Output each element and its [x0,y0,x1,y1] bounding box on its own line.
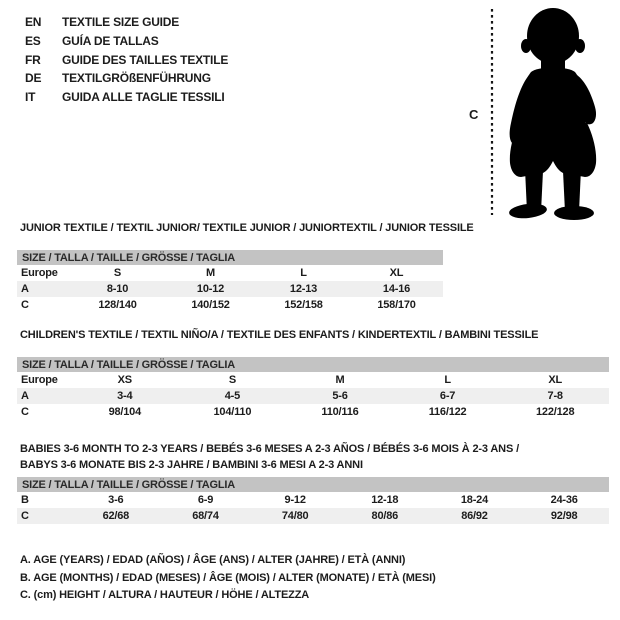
size-cell: 74/80 [250,508,340,524]
size-cell: 158/170 [377,299,416,311]
size-cell: 18-24 [460,494,489,506]
row-label: C [17,508,71,524]
size-cell: 7-8 [501,388,609,404]
size-cell: 3-6 [108,494,124,506]
size-cell: 3-4 [71,388,179,404]
table-row [17,492,609,508]
language-row-de [25,69,228,88]
language-label: TEXTILE SIZE GUIDE [62,15,180,30]
size-cell: 110/116 [321,406,359,418]
babies-title-line1: BABIES 3-6 MONTH TO 2-3 YEARS / BEBÉS 3-6 MESES A 2-3 AÑOS / BÉBÉS 3-6 MOIS À 2-3 ANS / [20,443,519,455]
size-cell: L [444,374,451,386]
size-cell: L [300,267,307,279]
size-cell: 86/92 [430,508,520,524]
table-row [17,297,443,313]
size-cell: 12-18 [371,494,399,506]
size-header-label: SIZE / TALLA / TAILLE / GRÖSSE / TAGLIA [17,250,443,265]
language-label: GUIDE DES TAILLES TEXTILE [62,52,229,67]
language-label: TEXTILGRÖßENFÜHRUNG [62,71,211,86]
language-code: FR [25,52,41,67]
size-header-row [17,357,609,372]
language-row-fr [25,50,228,69]
size-header-row [17,477,609,492]
size-cell: 128/140 [98,299,137,311]
language-code: IT [25,90,36,105]
language-code: ES [25,34,41,49]
row-label: A [17,281,71,297]
size-cell: 152/158 [284,299,323,311]
legend-line-a: A. AGE (YEARS) / EDAD (AÑOS) / ÂGE (ANS) / ALTER (JAHRE) / ETÀ (ANNI) [20,554,406,566]
size-cell: 14-16 [350,281,443,297]
junior-size-table [17,250,443,313]
size-header-label: SIZE / TALLA / TAILLE / GRÖSSE / TAGLIA [17,477,609,492]
size-cell: 12-13 [257,281,350,297]
size-cell: 10-12 [164,281,257,297]
language-label: GUÍA DE TALLAS [62,34,159,49]
babies-section-title [20,441,519,473]
babies-size-table [17,477,609,524]
legend-line-c: C. (cm) HEIGHT / ALTURA / HAUTEUR / HÖHE / ALTEZZA [20,589,310,601]
language-row-en [25,13,228,32]
size-cell: 6-9 [197,494,214,506]
children-size-table [17,357,609,420]
size-cell: 9-12 [284,494,306,506]
dotted-measure-line-icon [490,9,494,215]
row-label: C [21,299,29,311]
row-label: A [17,388,71,404]
size-cell: 6-7 [394,388,502,404]
table-row [17,508,609,524]
measure-legend [20,552,436,605]
table-row [17,281,443,297]
size-cell: 92/98 [519,508,609,524]
table-row [17,265,443,281]
size-cell: 80/86 [340,508,430,524]
row-label: Europe [21,267,58,279]
size-cell: XL [389,267,404,279]
size-cell: 62/68 [71,508,161,524]
size-cell: 116/122 [428,406,467,418]
size-cell: 140/152 [191,299,230,311]
language-row-es [25,32,228,51]
size-cell: XL [548,374,563,386]
row-label: Europe [21,374,58,386]
size-cell: 104/110 [213,406,252,418]
size-header-row [17,250,443,265]
size-cell: 68/74 [161,508,251,524]
language-header [25,13,228,106]
size-cell: 122/128 [536,406,575,418]
children-section-title: CHILDREN'S TEXTILE / TEXTIL NIÑO/A / TEXTILE DES ENFANTS / KINDERTEXTIL / BAMBINI TESSILE [20,329,539,341]
language-code: DE [25,71,42,86]
size-cell: S [113,267,122,279]
legend-line-b: B. AGE (MONTHS) / EDAD (MESES) / ÂGE (MOIS) / ALTER (MONATE) / ETÀ (MESI) [20,571,436,584]
size-cell: M [206,267,215,279]
size-cell: 24-36 [550,494,578,506]
measurement-figure [468,5,616,220]
table-row [17,372,609,388]
language-code: EN [25,15,42,30]
toddler-silhouette-icon [500,5,612,220]
row-label: B [21,494,29,506]
size-cell: 8-10 [71,281,164,297]
size-cell: 4-5 [179,388,287,404]
size-header-label: SIZE / TALLA / TAILLE / GRÖSSE / TAGLIA [17,357,609,372]
language-row-it [25,88,228,107]
height-measure-label: C [469,107,479,122]
table-row [17,404,609,420]
row-label: C [21,406,29,418]
language-label: GUIDA ALLE TAGLIE TESSILI [62,90,225,105]
size-cell: S [228,374,236,386]
size-cell: XS [117,374,132,386]
table-row [17,388,609,404]
size-cell: 98/104 [108,406,142,418]
junior-section-title: JUNIOR TEXTILE / TEXTIL JUNIOR/ TEXTILE JUNIOR / JUNIORTEXTIL / JUNIOR TESSILE [20,222,474,234]
size-cell: 5-6 [286,388,394,404]
size-cell: M [335,374,345,386]
babies-title-line2: BABYS 3-6 MONATE BIS 2-3 JAHRE / BAMBINI 3-6 MESI A 2-3 ANNI [20,459,363,471]
